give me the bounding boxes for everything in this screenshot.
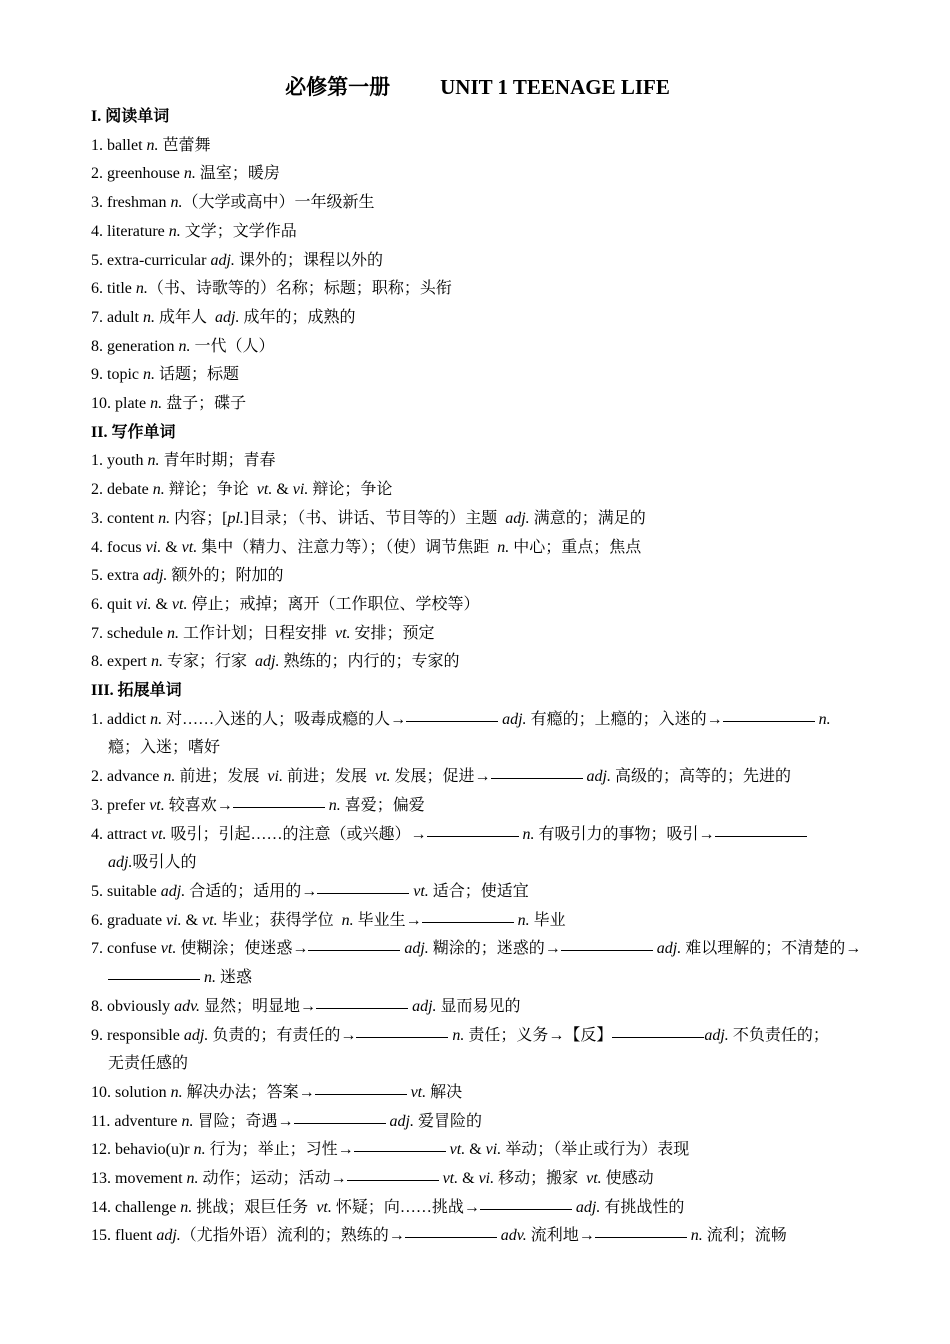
writing-item-6: 6. quit vi. & vt. 停止；戒掉；离开（工作职位、学校等） [91, 595, 480, 613]
writing-item-8: 8. expert n. 专家；行家 adj. 熟练的；内行的；专家的 [91, 653, 460, 671]
expansion-item-14: 14. challenge n. 挑战；艰巨任务 vt. 怀疑；向……挑战→ adj. 有挑战性的 [91, 1198, 685, 1216]
answer-blank[interactable] [347, 1179, 439, 1181]
expansion-item-10: 10. solution n. 解决办法；答案→ vt. 解决 [91, 1083, 463, 1101]
writing-item-4: 4. focus vi. & vt. 集中（精力、注意力等）；（使）调节焦距 n. 中心；重点；焦点 [91, 538, 642, 556]
expansion-item-6: 6. graduate vi. & vt. 毕业；获得学位 n. 毕业生→ n. 毕业 [91, 911, 566, 929]
vocabulary-document [91, 72, 862, 1251]
answer-blank[interactable] [316, 1007, 408, 1009]
answer-blank[interactable] [480, 1208, 572, 1210]
reading-item-9: 9. topic n. 话题；标题 [91, 366, 240, 384]
reading-item-2: 2. greenhouse n. 温室；暖房 [91, 165, 280, 183]
reading-item-5: 5. extra-curricular adj. 课外的；课程以外的 [91, 251, 383, 269]
answer-blank[interactable] [354, 1150, 446, 1152]
answer-blank[interactable] [715, 835, 807, 837]
answer-blank[interactable] [595, 1236, 687, 1238]
expansion-item-8: 8. obviously adv. 显然；明显地→ adj. 显而易见的 [91, 997, 521, 1015]
reading-item-8: 8. generation n. 一代（人） [91, 337, 275, 355]
expansion-item-1-cont: 瘾；入迷；嗜好 [108, 739, 221, 757]
reading-item-1: 1. ballet n. 芭蕾舞 [91, 136, 211, 154]
answer-blank[interactable] [108, 978, 200, 980]
expansion-item-2: 2. advance n. 前进；发展 vi. 前进；发展 vt. 发展；促进→ adj. 高级的；高等的；先进的 [91, 768, 792, 786]
answer-blank[interactable] [491, 777, 583, 779]
expansion-item-12: 12. behavio(u)r n. 行为；举止；习性→ vt. & vi. 举动；（举止或行为）表现 [91, 1141, 690, 1159]
expansion-item-5: 5. suitable adj. 合适的；适用的→ vt. 适合；使适宜 [91, 882, 529, 900]
expansion-item-13: 13. movement n. 动作；运动；活动→ vt. & vi. 移动；搬家 vt. 使感动 [91, 1170, 654, 1188]
reading-item-4: 4. literature n. 文学；文学作品 [91, 222, 297, 240]
answer-blank[interactable] [356, 1036, 448, 1038]
expansion-item-4: 4. attract vt. 吸引；引起……的注意（或兴趣）→ n. 有吸引力的事物；吸引→ [91, 821, 859, 850]
answer-blank[interactable] [612, 1036, 704, 1038]
expansion-item-7: 7. confuse vt. 使糊涂；使迷惑→ adj. 糊涂的；迷惑的→ adj. 难以理解的；不清楚的→ [91, 940, 862, 958]
reading-item-6: 6. title n.（书、诗歌等的）名称；标题；职称；头衔 [91, 280, 452, 298]
expansion-item-9: 9. responsible adj. 负责的；有责任的→ n. 责任；义务→【反】 adj. 不负责任的； [91, 1026, 829, 1044]
writing-item-5: 5. extra adj. 额外的；附加的 [91, 567, 284, 585]
answer-blank[interactable] [308, 949, 400, 951]
answer-blank[interactable] [405, 1236, 497, 1238]
answer-blank[interactable] [317, 892, 409, 894]
section-heading-writing: II. 写作单词 [91, 423, 176, 441]
reading-item-10: 10. plate n. 盘子；碟子 [91, 395, 247, 413]
writing-item-2: 2. debate n. 辩论；争论 vt. & vi. 辩论；争论 [91, 481, 393, 499]
answer-blank[interactable] [406, 720, 498, 722]
section-heading-reading: I. 阅读单词 [91, 108, 170, 125]
answer-blank[interactable] [723, 720, 815, 722]
answer-blank[interactable] [422, 921, 514, 923]
section-heading-expansion: III. 拓展单词 [91, 682, 182, 700]
answer-blank[interactable] [294, 1122, 386, 1124]
answer-blank[interactable] [561, 949, 653, 951]
reading-item-3: 3. freshman n.（大学或高中）一年级新生 [91, 194, 375, 212]
title-en: UNIT 1 TEENAGE LIFE [440, 75, 670, 99]
expansion-item-9-cont [91, 1050, 859, 1079]
expansion-item-3: 3. prefer vt. 较喜欢→ n. 喜爱；偏爱 [91, 796, 425, 814]
title-cn: 必修第一册 [285, 75, 391, 99]
answer-blank[interactable] [315, 1093, 407, 1095]
answer-blank[interactable] [427, 835, 519, 837]
page-title [96, 72, 859, 102]
writing-item-3: 3. content n. 内容；[pl.]目录；（书、讲话、节目等的）主题 adj. 满意的；满足的 [91, 509, 646, 527]
expansion-item-9-def-a: 不负责任的； [732, 1026, 829, 1044]
expansion-item-15: 15. fluent adj.（尤指外语）流利的；熟练的→ adv. 流利地→ n. 流利；流畅 [91, 1227, 787, 1245]
reading-item-7: 7. adult n. 成年人 adj. 成年的；成熟的 [91, 308, 356, 326]
expansion-item-4-cont: adj.吸引人的 [108, 854, 197, 872]
expansion-item-11: 11. adventure n. 冒险；奇遇→ adj. 爱冒险的 [91, 1112, 482, 1130]
expansion-item-7-cont: n. 迷惑 [91, 964, 859, 993]
answer-blank[interactable] [233, 806, 325, 808]
writing-item-1: 1. youth n. 青年时期；青春 [91, 452, 276, 470]
writing-item-7: 7. schedule n. 工作计划；日程安排 vt. 安排；预定 [91, 624, 435, 642]
expansion-item-9-def-b: 无责任感的 [108, 1055, 189, 1073]
expansion-item-1: 1. addict n. 对……入迷的人；吸毒成瘾的人→ adj. 有瘾的；上瘾的；入迷的→ n. [91, 710, 831, 728]
